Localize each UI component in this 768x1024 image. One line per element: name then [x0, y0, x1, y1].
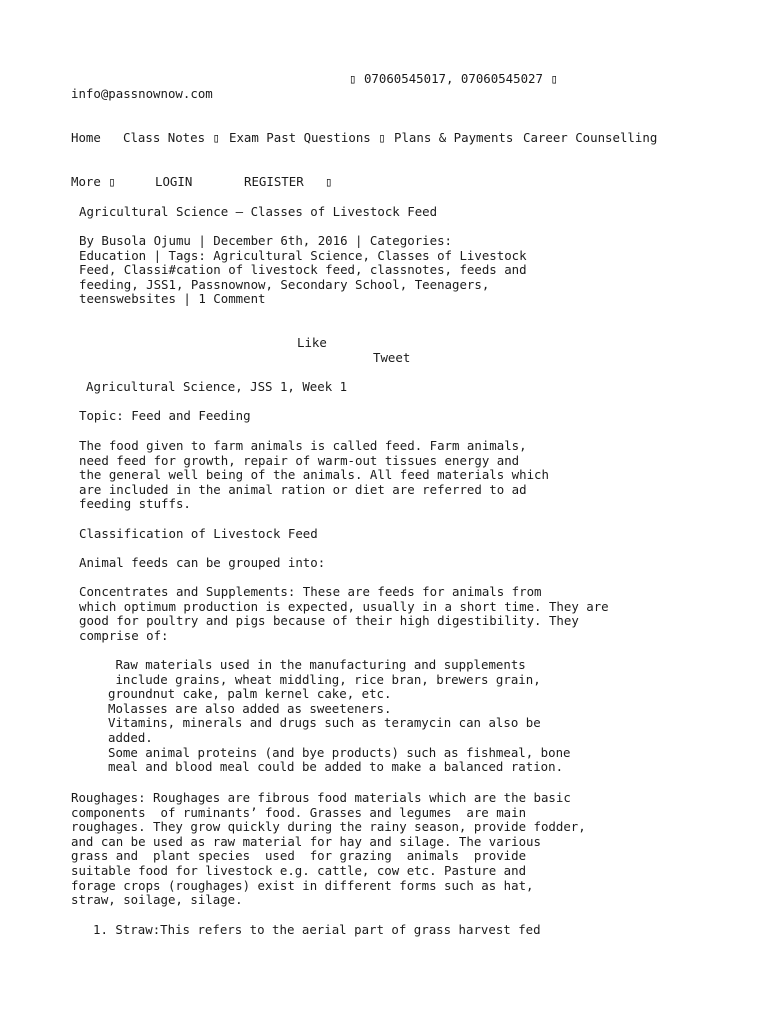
roughages-line: roughages. They grow quickly during the rainy season, provide fodder,	[71, 819, 586, 835]
list-item-line: Some animal proteins (and bye products) such as fishmeal, bone	[108, 744, 571, 760]
register-icon: ▯	[325, 174, 333, 189]
intro-line: feeding stuffs.	[79, 496, 191, 512]
roughages-line: grass and plant species used for grazing animals provide	[71, 848, 527, 864]
topic-line: Topic: Feed and Feeding	[79, 408, 251, 423]
meta-line: By Busola Ojumu | December 6th, 2016 | Categories:	[79, 233, 452, 248]
numbered-list-item	[93, 923, 541, 938]
meta-line: Feed, Classi#cation of livestock feed, classnotes, feeds and	[79, 262, 527, 278]
article-title: Agricultural Science – Classes of Livestock Feed	[79, 204, 438, 219]
phone-numbers[interactable]: 07060545017, 07060545027	[363, 71, 543, 86]
subject-line: Agricultural Science, JSS 1, Week 1	[86, 379, 348, 394]
login-link[interactable]: LOGIN	[155, 174, 193, 189]
list-item-line: meal and blood meal could be added to make a balanced ration.	[108, 759, 564, 775]
nav-home[interactable]: Home	[71, 130, 101, 145]
roughages-line: suitable food for livestock e.g. cattle, cow etc. Pasture and	[71, 863, 527, 878]
trailing-icon: ▯	[550, 71, 558, 86]
grouped-into-line: Animal feeds can be grouped into:	[79, 555, 326, 570]
intro-line: need feed for growth, repair of warm-out tissues energy and	[79, 452, 520, 468]
concentrates-line: Concentrates and Supplements: These are feeds for animals from	[79, 584, 542, 599]
concentrates-line: good for poultry and pigs because of their high digestibility. They	[79, 613, 579, 629]
nav-exam-past-questions[interactable]: Exam Past Questions ▯	[229, 130, 386, 145]
meta-line: feeding, JSS1, Passnownow, Secondary School, Teenagers,	[79, 276, 490, 292]
nav-career-counselling[interactable]: Career Counselling	[523, 130, 658, 145]
intro-line: The food given to farm animals is called feed. Farm animals,	[79, 438, 527, 453]
phone-icon: ▯	[349, 71, 357, 86]
list-item-line: Molasses are also added as sweeteners.	[108, 700, 392, 716]
list-number: 1.	[93, 922, 108, 937]
roughages-line: straw, soilage, silage.	[71, 892, 243, 908]
list-item-line: Vitamins, minerals and drugs such as teramycin can also be	[108, 715, 541, 731]
concentrates-line: which optimum production is expected, usually in a short time. They are	[79, 598, 609, 614]
like-button[interactable]: Like	[297, 335, 327, 350]
intro-line: the general well being of the animals. All feed materials which	[79, 467, 549, 483]
classification-heading: Classification of Livestock Feed	[79, 526, 318, 541]
contact-phones	[349, 72, 558, 87]
meta-line: Education | Tags: Agricultural Science, Classes of Livestock	[79, 247, 527, 263]
nav-class-notes[interactable]: Class Notes ▯	[123, 130, 220, 145]
list-item-line: groundnut cake, palm kernel cake, etc.	[108, 686, 392, 702]
roughages-line: forage crops (roughages) exist in different forms such as hat,	[71, 877, 534, 893]
list-item-line: added.	[108, 730, 153, 745]
roughages-line: Roughages: Roughages are fibrous food materials which are the basic	[71, 790, 571, 805]
list-item-line: include grains, wheat middling, rice bran, brewers grain,	[108, 671, 541, 687]
nav-more[interactable]: More ▯	[71, 174, 116, 189]
list-item-line: Raw materials used in the manufacturing and supplements	[108, 657, 526, 672]
meta-line: teenswebsites | 1 Comment	[79, 291, 266, 307]
register-link[interactable]: REGISTER	[244, 174, 304, 189]
concentrates-line: comprise of:	[79, 627, 169, 643]
nav-plans-payments[interactable]: Plans & Payments	[394, 130, 514, 145]
tweet-button[interactable]: Tweet	[373, 350, 411, 365]
roughages-line: and can be used as raw material for hay and silage. The various	[71, 833, 541, 849]
intro-line: are included in the animal ration or diet are referred to ad	[79, 481, 527, 497]
list-item-text: Straw:This refers to the aerial part of grass harvest fed	[115, 922, 541, 937]
contact-email[interactable]: info@passnownow.com	[71, 86, 213, 101]
roughages-line: components of ruminants’ food. Grasses and legumes are main	[71, 804, 527, 820]
